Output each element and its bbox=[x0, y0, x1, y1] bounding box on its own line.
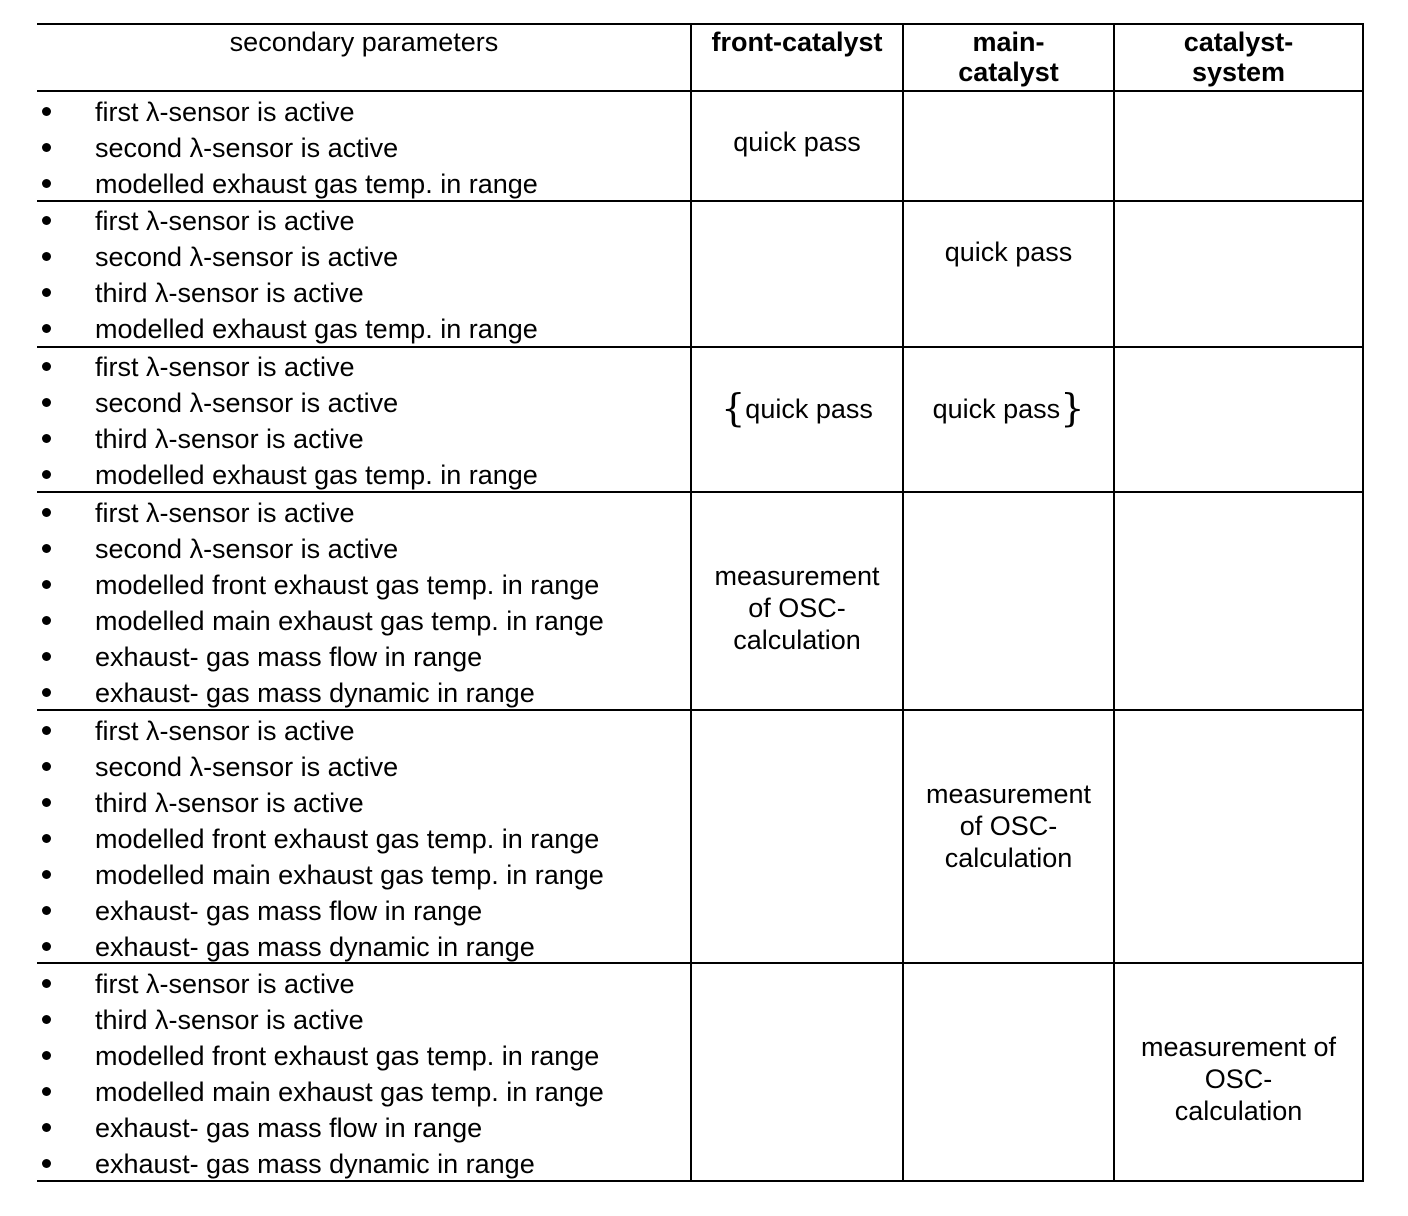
row-3-main-text: quick pass bbox=[932, 394, 1061, 424]
row-6-system-line1: measurement of bbox=[1140, 1032, 1337, 1062]
row-6-parameter-list bbox=[38, 966, 688, 1182]
list-item: second λ-sensor is active bbox=[38, 385, 688, 421]
list-item: first λ-sensor is active bbox=[38, 349, 688, 385]
row-5-main-line1: measurement bbox=[925, 779, 1092, 809]
bullet-icon bbox=[42, 798, 51, 807]
list-item: modelled main exhaust gas temp. in range bbox=[38, 1074, 688, 1110]
row-4-front-line1: measurement bbox=[714, 561, 880, 591]
header-front-catalyst: front-catalyst bbox=[711, 27, 883, 57]
row-4-front-line3: calculation bbox=[733, 625, 861, 655]
row-1-front-catalyst-cell: quick pass bbox=[733, 127, 861, 157]
row-6-system-line3: calculation bbox=[1174, 1096, 1303, 1126]
bullet-icon bbox=[42, 288, 51, 297]
list-item: exhaust- gas mass dynamic in range bbox=[38, 1146, 688, 1182]
list-item: first λ-sensor is active bbox=[38, 713, 688, 749]
bullet-icon bbox=[42, 216, 51, 225]
bullet-icon bbox=[42, 979, 51, 988]
list-item: second λ-sensor is active bbox=[38, 531, 688, 567]
list-item: exhaust- gas mass dynamic in range bbox=[38, 675, 688, 711]
row-4-front-catalyst-cell bbox=[692, 560, 902, 656]
bullet-icon bbox=[42, 1015, 51, 1024]
list-item: modelled front exhaust gas temp. in range bbox=[38, 567, 688, 603]
bullet-icon bbox=[42, 580, 51, 589]
list-item: exhaust- gas mass flow in range bbox=[38, 893, 688, 929]
row-4-parameter-list bbox=[38, 495, 688, 711]
bullet-icon bbox=[42, 616, 51, 625]
bullet-icon bbox=[42, 434, 51, 443]
row-3-front-text: quick pass bbox=[745, 394, 873, 424]
bullet-icon bbox=[42, 544, 51, 553]
list-item: second λ-sensor is active bbox=[38, 749, 688, 785]
bullet-icon bbox=[42, 252, 51, 261]
list-item: third λ-sensor is active bbox=[38, 785, 688, 821]
bullet-icon bbox=[42, 362, 51, 371]
header-catalyst-system-line2: system bbox=[1191, 57, 1286, 87]
bullet-icon bbox=[42, 906, 51, 915]
bullet-icon bbox=[42, 726, 51, 735]
list-item: third λ-sensor is active bbox=[38, 275, 688, 311]
list-item: first λ-sensor is active bbox=[38, 495, 688, 531]
list-item: modelled exhaust gas temp. in range bbox=[38, 457, 688, 493]
list-item: modelled exhaust gas temp. in range bbox=[38, 166, 688, 202]
list-item: second λ-sensor is active bbox=[38, 130, 688, 166]
header-catalyst-system-line1: catalyst- bbox=[1183, 27, 1294, 57]
brace-open: { bbox=[721, 386, 746, 430]
table-top-border bbox=[37, 23, 1364, 25]
bullet-icon bbox=[42, 470, 51, 479]
list-item: third λ-sensor is active bbox=[38, 421, 688, 457]
row-4-front-line2: of OSC- bbox=[748, 593, 846, 623]
bullet-icon bbox=[42, 1159, 51, 1168]
bullet-icon bbox=[42, 834, 51, 843]
bullet-icon bbox=[42, 398, 51, 407]
list-item: modelled main exhaust gas temp. in range bbox=[38, 857, 688, 893]
bullet-icon bbox=[42, 508, 51, 517]
col-divider-system bbox=[1113, 23, 1115, 1182]
bullet-icon bbox=[42, 870, 51, 879]
row-6-catalyst-system-cell bbox=[1115, 1031, 1362, 1127]
bullet-icon bbox=[42, 1123, 51, 1132]
header-bottom-border bbox=[37, 90, 1364, 92]
row-6-system-line2: OSC- bbox=[1204, 1064, 1273, 1094]
list-item: second λ-sensor is active bbox=[38, 239, 688, 275]
row-2-parameter-list bbox=[38, 203, 688, 347]
bullet-icon bbox=[42, 179, 51, 188]
list-item: modelled front exhaust gas temp. in range bbox=[38, 1038, 688, 1074]
list-item: first λ-sensor is active bbox=[38, 203, 688, 239]
bullet-icon bbox=[42, 688, 51, 697]
list-item: third λ-sensor is active bbox=[38, 1002, 688, 1038]
bullet-icon bbox=[42, 652, 51, 661]
list-item: modelled main exhaust gas temp. in range bbox=[38, 603, 688, 639]
bullet-icon bbox=[42, 107, 51, 116]
row-3-parameter-list bbox=[38, 349, 688, 493]
header-catalyst-system bbox=[1115, 27, 1362, 87]
row-5-main-catalyst-cell bbox=[904, 778, 1113, 874]
bullet-icon bbox=[42, 1087, 51, 1096]
bullet-icon bbox=[42, 324, 51, 333]
col-divider-main bbox=[902, 23, 904, 1182]
row-3-main-catalyst-cell bbox=[904, 386, 1113, 430]
bullet-icon bbox=[42, 1051, 51, 1060]
row-5-main-line2: of OSC- bbox=[959, 811, 1058, 841]
list-item: exhaust- gas mass dynamic in range bbox=[38, 929, 688, 965]
list-item: exhaust- gas mass flow in range bbox=[38, 1110, 688, 1146]
list-item: modelled exhaust gas temp. in range bbox=[38, 311, 688, 347]
row-5-main-line3: calculation bbox=[944, 843, 1073, 873]
table-right-border bbox=[1362, 23, 1364, 1182]
header-secondary-parameters: secondary parameters bbox=[229, 27, 499, 57]
header-main-catalyst bbox=[904, 27, 1113, 87]
list-item: exhaust- gas mass flow in range bbox=[38, 639, 688, 675]
bullet-icon bbox=[42, 762, 51, 771]
list-item: first λ-sensor is active bbox=[38, 94, 688, 130]
bullet-icon bbox=[42, 942, 51, 951]
row-5-parameter-list bbox=[38, 713, 688, 965]
bullet-icon bbox=[42, 143, 51, 152]
header-main-catalyst-line2: catalyst bbox=[958, 57, 1059, 87]
list-item: first λ-sensor is active bbox=[38, 966, 688, 1002]
row-3-front-catalyst-cell bbox=[692, 386, 902, 430]
brace-close: } bbox=[1060, 386, 1085, 430]
row-1-parameter-list bbox=[38, 94, 688, 202]
row-2-main-catalyst-cell: quick pass bbox=[944, 237, 1073, 267]
header-main-catalyst-line1: main- bbox=[972, 27, 1045, 57]
list-item: modelled front exhaust gas temp. in range bbox=[38, 821, 688, 857]
